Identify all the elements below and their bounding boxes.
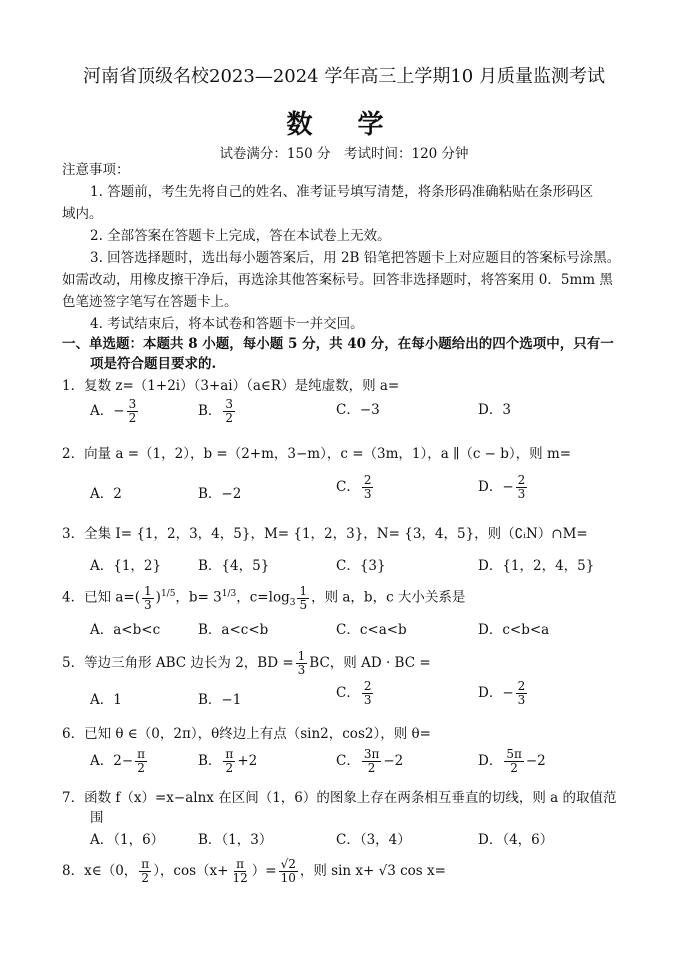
question-8-stem: 8．x∈（0， $\frac{\pi}{2}$ ），cos（x+ $\frac{\pi}{12}$ ）= $\frac{√2}{10}$ ，则 sin x+ √3 cos x= [62, 857, 446, 885]
notice-heading: 注意事项： [62, 162, 130, 178]
question-3-stem: 3．全集 I= {1，2，3，4，5}，M= {1，2，3}，N= {3，4，5}，则（∁ᵢN）∩M= [62, 526, 588, 542]
q5-option-b: B．−1 [198, 692, 242, 708]
q7-option-c: C．（3，4） [336, 832, 411, 848]
subject-heading: 数 学 [286, 110, 402, 140]
notice-item-2: 2. 全部答案在答题卡上完成，答在本试卷上无效。 [90, 228, 391, 244]
notice-item-3-cont2: 色笔迹签字笔写在答题卡上。 [62, 294, 238, 310]
q5-option-d: D．− $\frac{2}{3}$ [478, 679, 526, 707]
notice-item-3: 3. 回答选择题时，选出每小题答案后，用 2B 铅笔把答题卡上对应题目的答案标号涂黑。 [90, 250, 621, 266]
question-2-stem: 2．向量 a =（1，2），b =（2+m，3−m），c =（3m，1），a ∥（c − b），则 m= [62, 446, 572, 462]
question-1-stem: 1．复数 z=（1+2i）（3+ai）（a∈R）是纯虚数，则 a= [62, 378, 400, 394]
question-5-stem: 5．等边三角形 ABC 边长为 2，BD = $\frac{1}{3}$ BC，则 AD · BC = [62, 649, 431, 677]
q3-option-a: A．{1，2} [90, 558, 162, 574]
q3-option-c: C．{3} [336, 558, 386, 574]
q3-option-b: B．{4，5} [198, 558, 270, 574]
q1-option-a: A．− $\frac{3}{2}$ [90, 397, 137, 425]
q6-option-c: C． $\frac{3\pi}{2}$ −2 [336, 747, 404, 775]
q5-option-a: A．1 [90, 692, 122, 708]
question-7-stem: 7．函数 f（x）=x−alnx 在区间（1，6）的图象上存在两条相互垂直的切线，则 a 的取值范 [62, 790, 617, 806]
question-4-stem: 4．已知 a=( $\frac{1}{3}$ )$^{1/5}$，$b= 3^{1/3}$，$c=\log_3$ $\frac{1}{5}$ ，则 a，b，c 大小关系是 [62, 583, 466, 612]
notice-item-4: 4. 考试结束后，将本试卷和答题卡一并交回。 [90, 316, 364, 332]
q6-option-d: D． $\frac{5\pi}{2}$ −2 [478, 747, 546, 775]
q6-option-a: A．2− $\frac{\pi}{2}$ [90, 747, 146, 775]
q4-option-b: B．a<c<b [198, 622, 269, 638]
q2-option-a: A．2 [90, 486, 122, 502]
exam-meta: 试卷满分：150 分 考试时间：120 分钟 [219, 146, 469, 162]
q6-option-b: B． $\frac{\pi}{2}$ +2 [198, 747, 258, 775]
exam-title: 河南省顶级名校2023—2024 学年高三上学期10 月质量监测考试 [83, 66, 605, 87]
notice-item-3-cont: 如需改动，用橡皮擦干净后，再选涂其他答案标号。回答非选择题时，将答案用 0．5mm 黑 [62, 272, 613, 288]
q2-option-d: D．− $\frac{2}{3}$ [478, 473, 526, 501]
notice-item-1-cont: 域内。 [62, 206, 103, 222]
q3-option-d: D．{1，2，4，5} [478, 558, 595, 574]
q5-option-c: C． $\frac{2}{3}$ [336, 679, 372, 707]
notice-item-1: 1. 答题前，考生先将自己的姓名、准考证号填写清楚，将条形码准确粘贴在条形码区 [90, 184, 594, 200]
section-heading-cont: 项是符合题目要求的. [90, 356, 217, 372]
q7-option-a: A．（1，6） [90, 832, 165, 848]
q2-option-c: C． $\frac{2}{3}$ [336, 473, 372, 501]
q2-option-b: B．−2 [198, 486, 242, 502]
q1-option-d: D．3 [478, 402, 511, 418]
q7-option-d: D．（4，6） [478, 832, 554, 848]
question-7-stem-cont: 围 [90, 810, 104, 826]
question-6-stem: 6．已知 θ ∈（0，2π），θ终边上有点（sin2，cos2），则 θ= [62, 726, 431, 742]
q7-option-b: B．（1，3） [198, 832, 273, 848]
q1-option-c: C．−3 [336, 402, 380, 418]
q4-option-a: A．a<b<c [90, 622, 161, 638]
q4-option-d: D．c<b<a [478, 622, 550, 638]
section-heading: 一、单选题：本题共 8 小题，每小题 5 分，共 40 分，在每小题给出的四个选项中，只有一 [62, 336, 614, 352]
q4-option-c: C．c<a<b [336, 622, 407, 638]
q1-option-b: B． $\frac{3}{2}$ [198, 397, 234, 425]
